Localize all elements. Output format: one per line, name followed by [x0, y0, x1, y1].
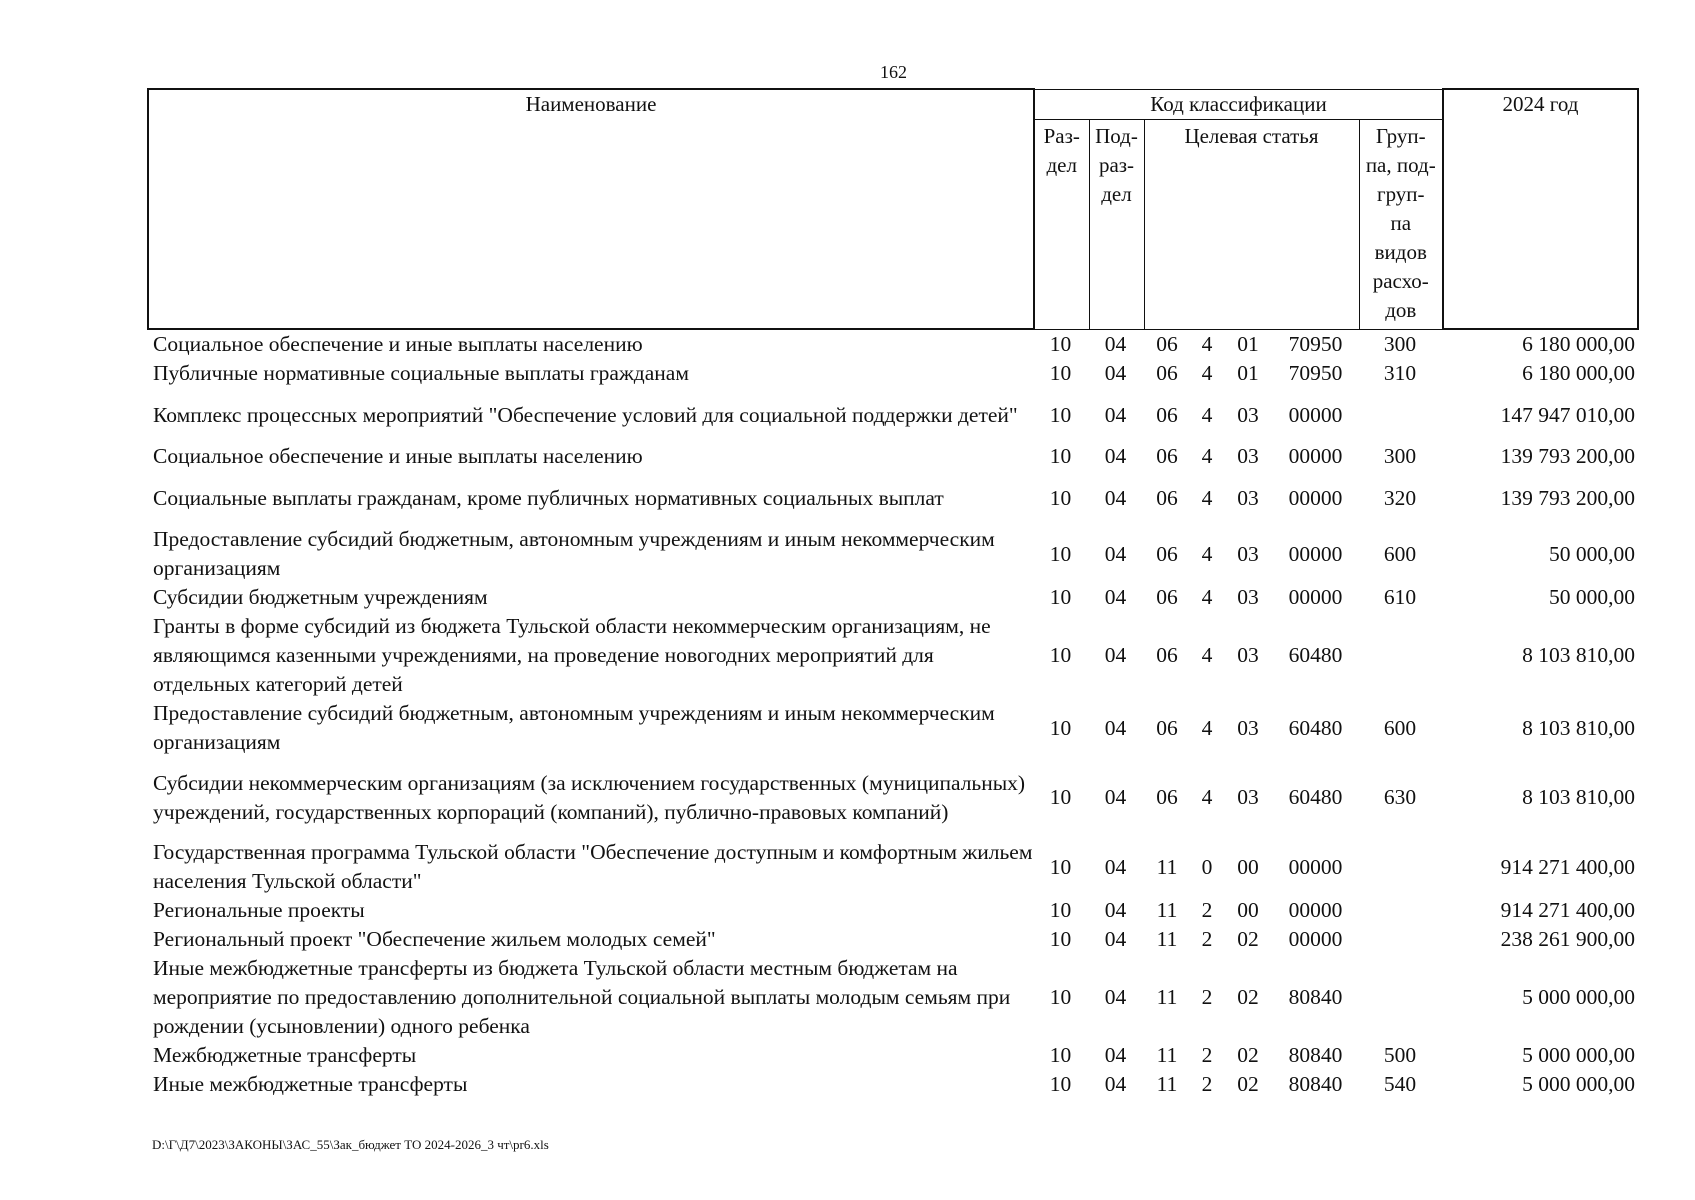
- row-target-program: 11: [1156, 985, 1178, 1009]
- row-amount: 5 000 000,00: [1522, 1043, 1635, 1067]
- row-target-subprogram: 00: [1237, 854, 1259, 879]
- row-target-type: 4: [1201, 332, 1213, 356]
- row-razdel: 10: [1049, 785, 1072, 809]
- row-target-direction: 00000: [1288, 444, 1343, 468]
- row-expense-group: 300: [1383, 444, 1417, 468]
- row-amount: 139 793 200,00: [1500, 444, 1635, 468]
- row-razdel: 10: [1049, 402, 1072, 427]
- footer-file-path: D:\Г\Д7\2023\ЗАКОНЫ\ЗАС_55\Зак_бюджет ТО 2024-2026_3 чт\pr6.xls: [152, 1137, 549, 1152]
- row-amount: 6 180 000,00: [1522, 361, 1635, 385]
- table-row: [147, 757, 1637, 838]
- row-expense-group: 500: [1383, 1043, 1417, 1067]
- row-target-direction: 60480: [1288, 715, 1343, 740]
- row-target-subprogram: 02: [1237, 985, 1259, 1009]
- table-row: [147, 896, 1637, 925]
- row-target-type: 4: [1201, 361, 1213, 385]
- table-row: [147, 1070, 1637, 1099]
- row-razdel: 10: [1049, 485, 1072, 510]
- row-target-direction: 00000: [1288, 927, 1343, 951]
- row-razdel: 10: [1049, 541, 1072, 566]
- row-expense-group: [1358, 838, 1442, 896]
- row-name: Региональный проект "Обеспечение жильем молодых семей": [153, 927, 716, 951]
- row-target-subprogram: 03: [1237, 485, 1259, 510]
- table-row: [147, 525, 1637, 583]
- row-target-program: 06: [1156, 444, 1178, 468]
- row-name: Предоставление субсидий бюджетным, автономным учреждениям и иным некоммерческим организациям: [153, 701, 995, 754]
- row-target-subprogram: 03: [1237, 785, 1259, 809]
- row-target-type: 2: [1201, 985, 1213, 1009]
- row-podrazdel: 04: [1104, 361, 1127, 385]
- row-amount: 139 793 200,00: [1500, 485, 1635, 510]
- row-podrazdel: 04: [1104, 1043, 1127, 1067]
- row-target-type: 2: [1201, 1043, 1213, 1067]
- row-expense-group: [1358, 388, 1442, 442]
- header-group: Груп- па, под- груп- па видов расхо- дов: [1359, 120, 1443, 330]
- row-target-subprogram: 03: [1237, 444, 1259, 468]
- table-row: [147, 583, 1637, 612]
- table-rows: [147, 330, 1637, 1099]
- row-target-type: 4: [1201, 444, 1213, 468]
- row-expense-group: 320: [1383, 485, 1417, 510]
- row-name: Государственная программа Тульской области "Обеспечение доступным и комфортным жильем населения Тульской области": [153, 840, 1033, 893]
- row-razdel: 10: [1049, 854, 1072, 879]
- row-podrazdel: 04: [1104, 332, 1127, 356]
- header-name: Наименование: [148, 89, 1034, 329]
- row-name: Иные межбюджетные трансферты из бюджета Тульской области местным бюджетам на мероприятие по предоставлению дополнительной социальной выплаты молодым семьям при рождении (усыновлении) одного ребенка: [153, 956, 1011, 1038]
- row-podrazdel: 04: [1104, 1072, 1127, 1096]
- row-target-type: 4: [1201, 402, 1213, 427]
- row-target-subprogram: 03: [1237, 541, 1259, 566]
- row-target-subprogram: 03: [1237, 643, 1259, 667]
- row-target-subprogram: 03: [1237, 715, 1259, 740]
- row-target-type: 4: [1201, 541, 1213, 566]
- row-amount: 50 000,00: [1549, 541, 1635, 566]
- row-amount: 8 103 810,00: [1522, 715, 1635, 740]
- row-target-type: 4: [1201, 785, 1213, 809]
- row-razdel: 10: [1049, 444, 1072, 468]
- row-name: Социальное обеспечение и иные выплаты населению: [153, 444, 643, 468]
- header-podrazdel: Под- раз- дел: [1089, 120, 1144, 330]
- row-target-subprogram: 02: [1237, 1072, 1259, 1096]
- row-target-direction: 00000: [1288, 402, 1343, 427]
- row-target-subprogram: 03: [1237, 402, 1259, 427]
- row-target-subprogram: 01: [1237, 332, 1259, 356]
- row-expense-group: 600: [1383, 715, 1417, 740]
- row-expense-group: 630: [1383, 785, 1417, 809]
- row-target-type: 4: [1201, 585, 1213, 609]
- row-target-direction: 00000: [1288, 541, 1343, 566]
- row-razdel: 10: [1049, 898, 1072, 922]
- row-podrazdel: 04: [1104, 715, 1127, 740]
- row-podrazdel: 04: [1104, 643, 1127, 667]
- row-target-direction: 00000: [1288, 854, 1343, 879]
- row-name: Региональные проекты: [153, 898, 365, 922]
- row-podrazdel: 04: [1104, 541, 1127, 566]
- row-razdel: 10: [1049, 585, 1072, 609]
- row-podrazdel: 04: [1104, 927, 1127, 951]
- table-row: [147, 471, 1637, 525]
- row-target-program: 11: [1156, 927, 1178, 951]
- row-target-program: 06: [1156, 643, 1178, 667]
- table-row: [147, 359, 1637, 388]
- row-target-program: 06: [1156, 485, 1178, 510]
- row-target-program: 06: [1156, 361, 1178, 385]
- row-target-subprogram: 00: [1237, 898, 1259, 922]
- table-row: [147, 330, 1637, 359]
- table-row: [147, 925, 1637, 954]
- row-target-direction: 00000: [1288, 898, 1343, 922]
- row-target-type: 4: [1201, 643, 1213, 667]
- row-podrazdel: 04: [1104, 985, 1127, 1009]
- header-code-group: Код классификации: [1034, 89, 1443, 120]
- row-expense-group: 310: [1383, 361, 1417, 385]
- table-body: [147, 330, 1637, 1099]
- row-razdel: 10: [1049, 985, 1072, 1009]
- row-razdel: 10: [1049, 332, 1072, 356]
- row-amount: 914 271 400,00: [1500, 898, 1635, 922]
- row-expense-group: [1358, 954, 1442, 1041]
- row-target-program: 06: [1156, 715, 1178, 740]
- row-target-program: 11: [1156, 898, 1178, 922]
- row-target-subprogram: 01: [1237, 361, 1259, 385]
- row-name: Социальное обеспечение и иные выплаты населению: [153, 332, 643, 356]
- row-target-type: 2: [1201, 927, 1213, 951]
- row-expense-group: [1358, 896, 1442, 925]
- table-row: [147, 1041, 1637, 1070]
- row-target-type: 0: [1201, 854, 1213, 879]
- row-name: Гранты в форме субсидий из бюджета Тульской области некоммерческим организациям, не являющимся казенными учреждениями, на проведение новогодних мероприятий для отдельных категорий детей: [153, 614, 991, 696]
- row-expense-group: [1358, 612, 1442, 699]
- row-name: Предоставление субсидий бюджетным, автономным учреждениям и иным некоммерческим организациям: [153, 527, 995, 580]
- row-target-subprogram: 03: [1237, 585, 1259, 609]
- row-name: Межбюджетные трансферты: [153, 1043, 417, 1067]
- row-amount: 238 261 900,00: [1500, 927, 1635, 951]
- row-name: Субсидии бюджетным учреждениям: [153, 585, 488, 609]
- table-header: [147, 88, 1639, 330]
- row-razdel: 10: [1049, 361, 1072, 385]
- row-razdel: 10: [1049, 927, 1072, 951]
- row-expense-group: 300: [1383, 332, 1417, 356]
- row-target-program: 06: [1156, 402, 1178, 427]
- row-target-direction: 80840: [1288, 1072, 1343, 1096]
- header-year: 2024 год: [1443, 89, 1638, 329]
- table-row: [147, 442, 1637, 471]
- row-target-type: 4: [1201, 715, 1213, 740]
- row-amount: 8 103 810,00: [1522, 643, 1635, 667]
- row-target-type: 4: [1201, 485, 1213, 510]
- row-name: Субсидии некоммерческим организациям (за исключением государственных (муниципальных) учреждений, государственных корпораций (компаний), публично-правовых компаний): [153, 770, 1026, 824]
- row-target-type: 2: [1201, 898, 1213, 922]
- row-razdel: 10: [1049, 715, 1072, 740]
- row-razdel: 10: [1049, 1072, 1072, 1096]
- row-name: Социальные выплаты гражданам, кроме публичных нормативных социальных выплат: [153, 485, 944, 510]
- row-razdel: 10: [1049, 643, 1072, 667]
- row-target-program: 11: [1156, 1043, 1178, 1067]
- row-name: Комплекс процессных мероприятий "Обеспечение условий для социальной поддержки детей": [153, 402, 1018, 427]
- row-expense-group: [1358, 925, 1442, 954]
- row-expense-group: 540: [1383, 1072, 1417, 1096]
- row-amount: 147 947 010,00: [1500, 402, 1635, 427]
- row-expense-group: 610: [1383, 585, 1417, 609]
- row-target-direction: 00000: [1288, 485, 1343, 510]
- row-name: Публичные нормативные социальные выплаты гражданам: [153, 361, 689, 385]
- row-expense-group: 600: [1383, 541, 1417, 566]
- row-target-program: 06: [1156, 585, 1178, 609]
- row-amount: 5 000 000,00: [1522, 985, 1635, 1009]
- row-podrazdel: 04: [1104, 785, 1127, 809]
- row-amount: 914 271 400,00: [1500, 854, 1635, 879]
- row-amount: 5 000 000,00: [1522, 1072, 1635, 1096]
- row-amount: 8 103 810,00: [1522, 785, 1635, 809]
- row-target-program: 11: [1156, 854, 1178, 879]
- row-podrazdel: 04: [1104, 585, 1127, 609]
- table-row: [147, 954, 1637, 1041]
- row-razdel: 10: [1049, 1043, 1072, 1067]
- table-row: [147, 838, 1637, 896]
- row-target-type: 2: [1201, 1072, 1213, 1096]
- row-target-direction: 80840: [1288, 985, 1343, 1009]
- row-target-direction: 80840: [1288, 1043, 1343, 1067]
- row-podrazdel: 04: [1104, 485, 1127, 510]
- row-target-program: 06: [1156, 785, 1178, 809]
- table-row: [147, 388, 1637, 442]
- header-razdel: Раз- дел: [1034, 120, 1089, 330]
- row-target-subprogram: 02: [1237, 1043, 1259, 1067]
- row-target-program: 11: [1156, 1072, 1178, 1096]
- row-target-direction: 70950: [1288, 332, 1343, 356]
- row-target-program: 06: [1156, 332, 1178, 356]
- row-podrazdel: 04: [1104, 402, 1127, 427]
- row-target-direction: 70950: [1288, 361, 1343, 385]
- row-podrazdel: 04: [1104, 444, 1127, 468]
- row-podrazdel: 04: [1104, 898, 1127, 922]
- row-target-subprogram: 02: [1237, 927, 1259, 951]
- row-amount: 50 000,00: [1549, 585, 1635, 609]
- row-name: Иные межбюджетные трансферты: [153, 1072, 468, 1096]
- table-row: [147, 699, 1637, 757]
- row-target-direction: 00000: [1288, 585, 1343, 609]
- row-target-direction: 60480: [1288, 785, 1343, 809]
- row-amount: 6 180 000,00: [1522, 332, 1635, 356]
- page-number: 162: [880, 62, 907, 82]
- row-podrazdel: 04: [1104, 854, 1127, 879]
- header-target: Целевая статья: [1144, 120, 1359, 330]
- row-target-direction: 60480: [1288, 643, 1343, 667]
- row-target-program: 06: [1156, 541, 1178, 566]
- table-row: [147, 612, 1637, 699]
